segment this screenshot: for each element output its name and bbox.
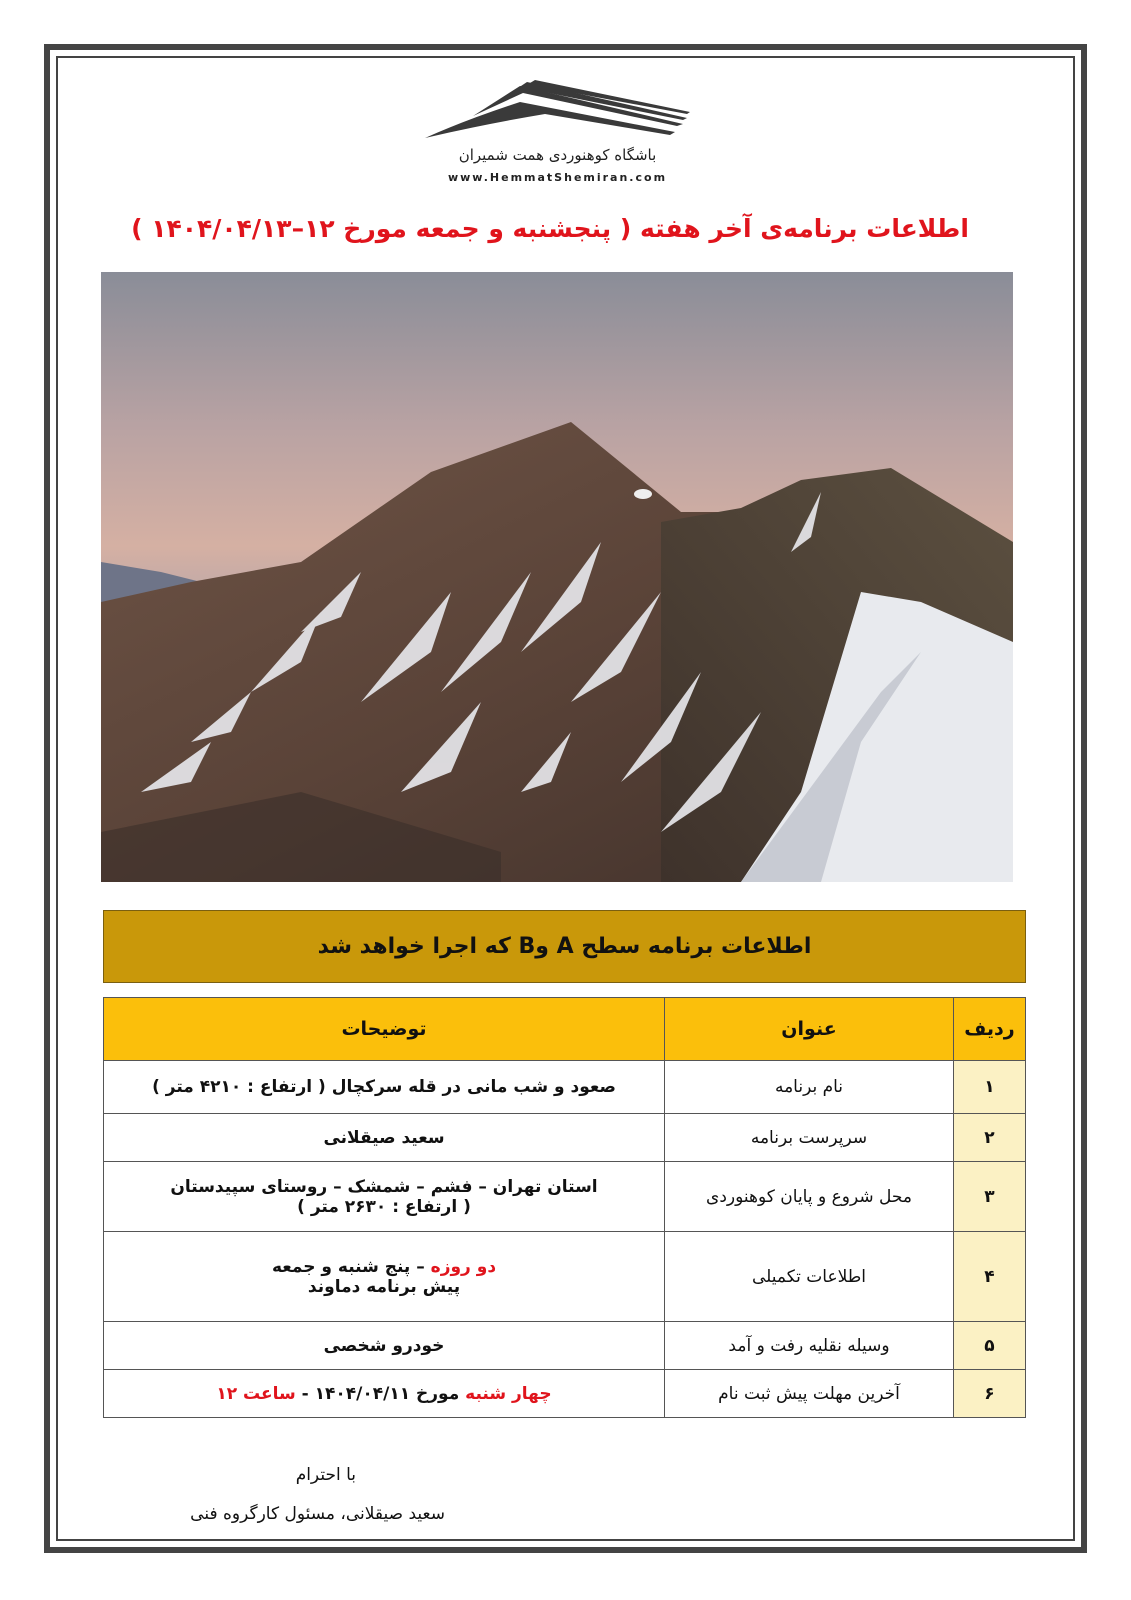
row-subject: اطلاعات تکمیلی: [665, 1232, 954, 1322]
row-number: ۱: [954, 1061, 1026, 1114]
row-subject: محل شروع و پایان کوهنوردی: [665, 1162, 954, 1232]
row-description: خودرو شخصی: [104, 1322, 665, 1370]
row-description-line1: [110, 1257, 658, 1277]
row-description: [104, 1370, 665, 1418]
signature-greeting: با احترام: [295, 1465, 356, 1485]
header-subject: عنوان: [665, 998, 954, 1061]
deadline-time: ساعت ۱۲: [216, 1383, 296, 1404]
row-number: ۴: [954, 1232, 1026, 1322]
row-description: [104, 1232, 665, 1322]
mountain-logo-icon: [425, 80, 690, 142]
table-row: [104, 1114, 1026, 1162]
club-url: www.HemmatShemiran.com: [447, 171, 668, 184]
header-description: توضیحات: [104, 998, 665, 1061]
signature-name: سعید صیقلانی، مسئول کارگروه فنی: [190, 1504, 445, 1524]
row-description: [104, 1162, 665, 1232]
row-number: ۶: [954, 1370, 1026, 1418]
row-subject: نام برنامه: [665, 1061, 954, 1114]
program-info-table: [103, 997, 1026, 1418]
row-description-line2: ( ارتفاع : ۲۶۳۰ متر ): [297, 1196, 471, 1217]
duration-highlight: دو روزه: [430, 1256, 497, 1277]
row-number: ۳: [954, 1162, 1026, 1232]
row-subject: آخرین مهلت پیش ثبت نام: [665, 1370, 954, 1418]
deadline-day: چهار شنبه: [465, 1383, 552, 1404]
program-level-banner: [103, 910, 1026, 983]
table-row: [104, 1370, 1026, 1418]
club-logo: [425, 80, 715, 190]
row-description-line2: پیش برنامه دماوند: [307, 1276, 461, 1297]
table-row: [104, 1162, 1026, 1232]
row-number: ۲: [954, 1114, 1026, 1162]
table-row: [104, 1061, 1026, 1114]
mountain-photo: [101, 272, 1013, 882]
row-subject: سرپرست برنامه: [665, 1114, 954, 1162]
banner-text: اطلاعات برنامه سطح A وB که اجرا خواهد شد: [317, 934, 812, 959]
row-subject: وسیله نقلیه رفت و آمد: [665, 1322, 954, 1370]
row-description: صعود و شب مانی در قله سرکچال ( ارتفاع : ۴۲۱۰ متر ): [104, 1061, 665, 1114]
club-name: باشگاه کوهنوردی همت شمیران: [458, 146, 657, 164]
row-description-line1: استان تهران – فشم – شمشک – روستای سپیدستان: [170, 1176, 598, 1197]
days-text: – پنج شنبه و جمعه: [271, 1256, 431, 1277]
table-header-row: [104, 998, 1026, 1061]
row-description: سعید صیقلانی: [104, 1114, 665, 1162]
page-title: اطلاعات برنامه‌ی آخر هفته ( پنجشنبه و جمعه مورخ ۱۲–۱۴۰۴/۰۴/۱۳ ): [131, 214, 969, 243]
header-row-number: ردیف: [954, 998, 1026, 1061]
table-row: [104, 1232, 1026, 1322]
table-row: [104, 1322, 1026, 1370]
deadline-date: مورخ ۱۴۰۴/۰۴/۱۱ -: [295, 1383, 466, 1404]
row-number: ۵: [954, 1322, 1026, 1370]
